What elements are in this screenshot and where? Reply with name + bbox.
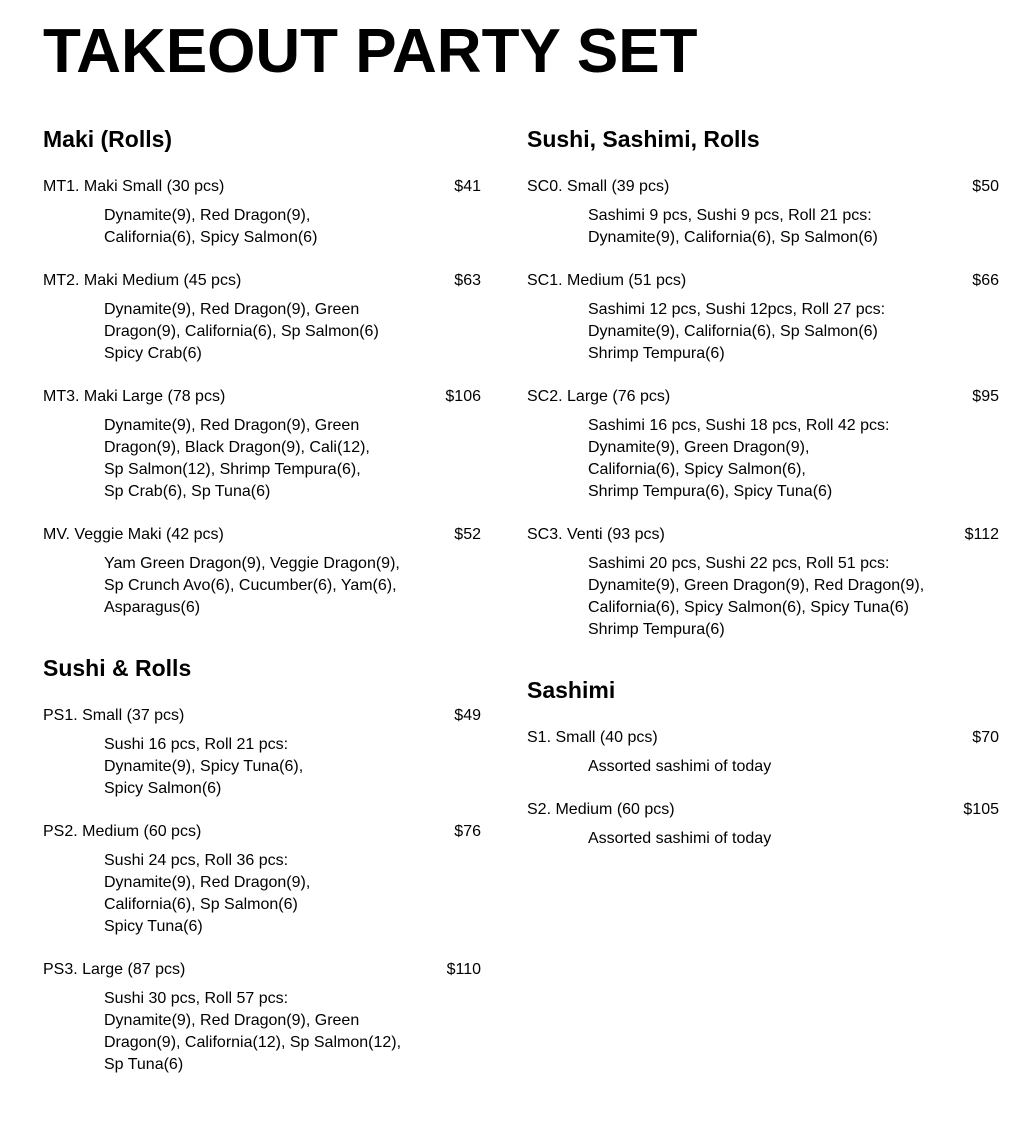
menu-item-header xyxy=(43,524,481,546)
section-title: Sushi, Sashimi, Rolls xyxy=(527,126,760,152)
description-line: Spicy Salmon(6) xyxy=(104,780,222,797)
menu-item-list xyxy=(527,727,999,850)
description-line: Sashimi 20 pcs, Sushi 22 pcs, Roll 51 pcs: xyxy=(588,555,890,572)
menu-item xyxy=(43,705,481,800)
menu-item-price: $105 xyxy=(963,801,999,818)
menu-item-description xyxy=(527,205,999,249)
menu-item-name: SC2. Large (76 pcs) xyxy=(527,388,671,405)
description-line: Assorted sashimi of today xyxy=(588,758,772,775)
menu-item-price: $106 xyxy=(445,388,481,405)
section-title: Maki (Rolls) xyxy=(43,126,173,152)
description-line: Dynamite(9), Red Dragon(9), xyxy=(104,874,311,891)
menu-item-price: $66 xyxy=(972,272,999,289)
menu-item-description xyxy=(527,553,999,641)
menu-item-name: S2. Medium (60 pcs) xyxy=(527,801,675,818)
menu-item-description xyxy=(43,415,481,503)
menu-item-header xyxy=(43,176,481,198)
menu-item-header xyxy=(527,727,999,749)
menu-item-header xyxy=(43,821,481,843)
description-line: Shrimp Tempura(6) xyxy=(588,345,725,362)
menu-item-header xyxy=(43,386,481,408)
description-line: Sashimi 16 pcs, Sushi 18 pcs, Roll 42 pcs: xyxy=(588,417,890,434)
menu-item xyxy=(527,799,999,850)
description-line: California(6), Sp Salmon(6) xyxy=(104,896,298,913)
menu-item xyxy=(527,727,999,778)
description-line: Dynamite(9), Red Dragon(9), Green xyxy=(104,417,360,434)
description-line: Dragon(9), Black Dragon(9), Cali(12), xyxy=(104,439,370,456)
description-line: Sushi 30 pcs, Roll 57 pcs: xyxy=(104,990,289,1007)
description-line: Sp Crunch Avo(6), Cucumber(6), Yam(6), xyxy=(104,577,397,594)
description-line: Dragon(9), California(6), Sp Salmon(6) xyxy=(104,323,379,340)
menu-item-price: $112 xyxy=(964,526,999,543)
description-line: Sp Crab(6), Sp Tuna(6) xyxy=(104,483,271,500)
menu-item-price: $63 xyxy=(454,272,481,289)
menu-item-price: $41 xyxy=(454,178,481,195)
menu-item-name: PS1. Small (37 pcs) xyxy=(43,707,185,724)
description-line: Dynamite(9), Red Dragon(9), Green xyxy=(104,1012,360,1029)
description-line: Sashimi 12 pcs, Sushi 12pcs, Roll 27 pcs: xyxy=(588,301,886,318)
menu-item-name: SC0. Small (39 pcs) xyxy=(527,178,670,195)
menu-item-description xyxy=(43,850,481,938)
description-line: Sp Tuna(6) xyxy=(104,1056,184,1073)
menu-item xyxy=(527,524,999,641)
menu-item-name: PS3. Large (87 pcs) xyxy=(43,961,186,978)
menu-item xyxy=(43,386,481,503)
menu-item xyxy=(527,270,999,365)
menu-item-description xyxy=(43,553,481,619)
description-line: Dynamite(9), Spicy Tuna(6), xyxy=(104,758,304,775)
menu-item-name: MT1. Maki Small (30 pcs) xyxy=(43,178,225,195)
menu-item-price: $49 xyxy=(454,707,481,724)
menu-item-description xyxy=(43,734,481,800)
description-line: Dynamite(9), California(6), Sp Salmon(6) xyxy=(588,229,878,246)
description-line: Dynamite(9), Green Dragon(9), xyxy=(588,439,810,456)
section-sushi-rolls xyxy=(43,653,481,1076)
description-line: Yam Green Dragon(9), Veggie Dragon(9), xyxy=(104,555,400,572)
section-sushi-sashimi-rolls xyxy=(527,124,999,641)
section-title: Sushi & Rolls xyxy=(43,655,192,681)
description-line: Spicy Tuna(6) xyxy=(104,918,203,935)
menu-item-price: $52 xyxy=(454,526,481,543)
description-line: Dynamite(9), Green Dragon(9), Red Dragon(9), xyxy=(588,577,925,594)
menu-item-name: MT2. Maki Medium (45 pcs) xyxy=(43,272,242,289)
description-line: Sushi 16 pcs, Roll 21 pcs: xyxy=(104,736,289,753)
description-line: Sashimi 9 pcs, Sushi 9 pcs, Roll 21 pcs: xyxy=(588,207,872,224)
description-line: Dynamite(9), Red Dragon(9), xyxy=(104,207,311,224)
menu-item-name: S1. Small (40 pcs) xyxy=(527,729,658,746)
description-line: California(6), Spicy Salmon(6), Spicy Tuna(6) xyxy=(588,599,910,616)
page-title: TAKEOUT PARTY SET xyxy=(43,17,698,86)
description-line: Dynamite(9), Red Dragon(9), Green xyxy=(104,301,360,318)
menu-item-header xyxy=(527,799,999,821)
menu-item-price: $70 xyxy=(972,729,999,746)
menu-item-header xyxy=(527,176,999,198)
menu-item-name: MV. Veggie Maki (42 pcs) xyxy=(43,526,224,543)
menu-item-description xyxy=(527,828,999,850)
menu-item xyxy=(43,176,481,249)
menu-item xyxy=(43,821,481,938)
description-line: California(6), Spicy Salmon(6), xyxy=(588,461,806,478)
menu-item-price: $110 xyxy=(446,961,481,978)
menu-item-name: PS2. Medium (60 pcs) xyxy=(43,823,202,840)
description-line: Sushi 24 pcs, Roll 36 pcs: xyxy=(104,852,289,869)
menu-item-name: SC1. Medium (51 pcs) xyxy=(527,272,687,289)
menu-item-description xyxy=(43,205,481,249)
section-title: Sashimi xyxy=(527,677,616,703)
menu-item-description xyxy=(527,756,999,778)
menu-item-list xyxy=(43,176,481,619)
description-line: Sp Salmon(12), Shrimp Tempura(6), xyxy=(104,461,361,478)
description-line: Dynamite(9), California(6), Sp Salmon(6) xyxy=(588,323,878,340)
menu-item-list xyxy=(43,705,481,1076)
menu-item-name: MT3. Maki Large (78 pcs) xyxy=(43,388,226,405)
description-line: Asparagus(6) xyxy=(104,599,201,616)
menu-item-description xyxy=(43,988,481,1076)
description-line: California(6), Spicy Salmon(6) xyxy=(104,229,318,246)
menu-item xyxy=(527,386,999,503)
menu-item-description xyxy=(527,299,999,365)
section-sashimi xyxy=(527,675,999,850)
menu-item-header xyxy=(527,524,999,546)
description-line: Assorted sashimi of today xyxy=(588,830,772,847)
menu-item-list xyxy=(527,176,999,641)
menu-item xyxy=(43,959,481,1076)
menu-item-description xyxy=(43,299,481,365)
right-column xyxy=(527,124,999,850)
menu-item xyxy=(43,524,481,619)
description-line: Shrimp Tempura(6) xyxy=(588,621,725,638)
description-line: Dragon(9), California(12), Sp Salmon(12), xyxy=(104,1034,402,1051)
menu-item xyxy=(527,176,999,249)
menu-item-header xyxy=(527,270,999,292)
section-maki xyxy=(43,124,481,619)
menu-item-price: $76 xyxy=(454,823,481,840)
menu-item-description xyxy=(527,415,999,503)
description-line: Spicy Crab(6) xyxy=(104,345,202,362)
menu-item-header xyxy=(43,705,481,727)
left-column xyxy=(43,124,481,1076)
menu-item-header xyxy=(527,386,999,408)
menu-item xyxy=(43,270,481,365)
menu-item-header xyxy=(43,959,481,981)
menu-item-header xyxy=(43,270,481,292)
menu-item-name: SC3. Venti (93 pcs) xyxy=(527,526,665,543)
description-line: Shrimp Tempura(6), Spicy Tuna(6) xyxy=(588,483,833,500)
menu-item-price: $50 xyxy=(972,178,999,195)
menu-item-price: $95 xyxy=(972,388,999,405)
